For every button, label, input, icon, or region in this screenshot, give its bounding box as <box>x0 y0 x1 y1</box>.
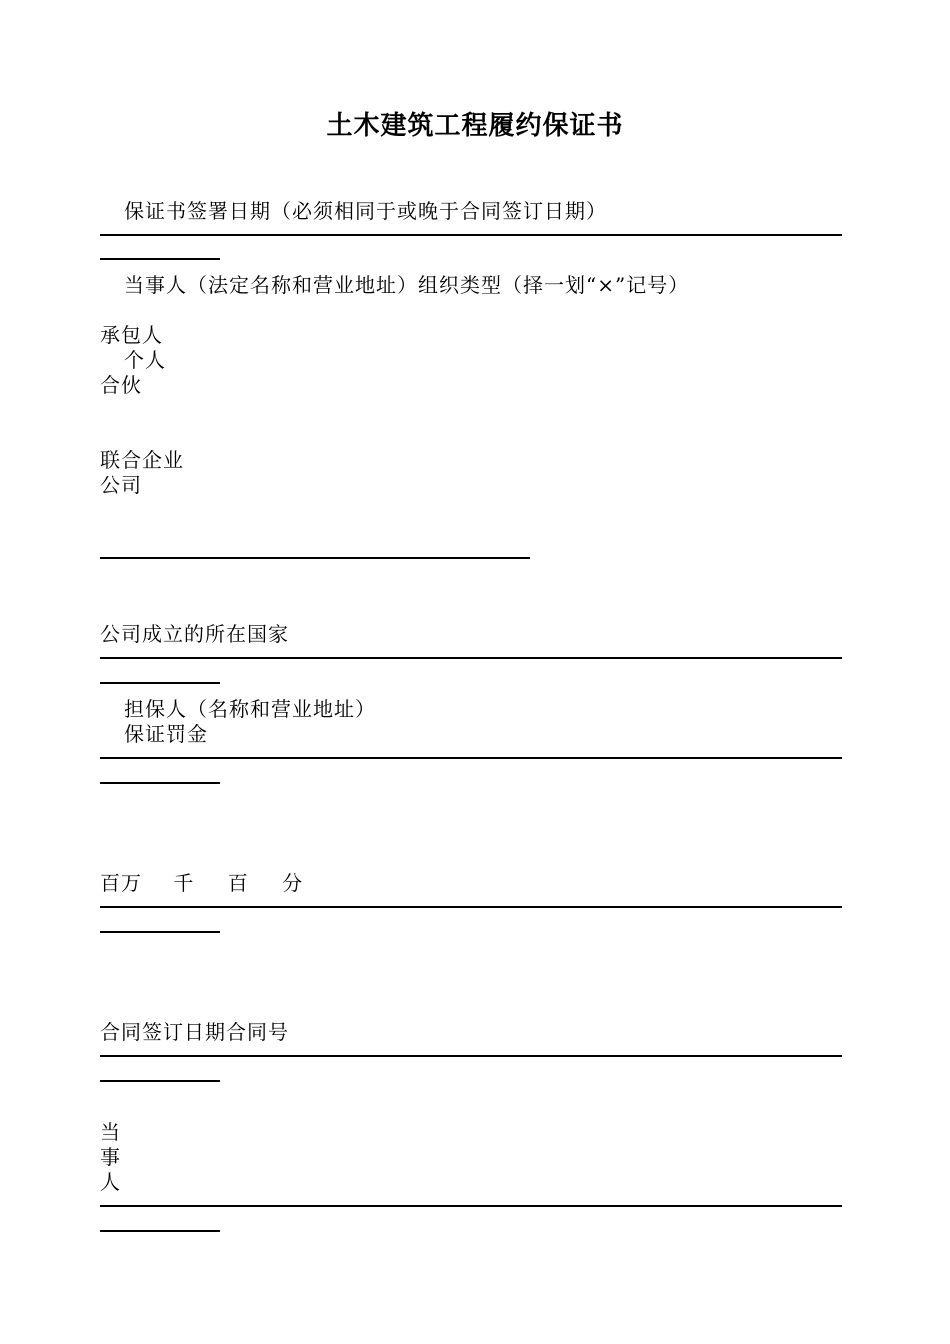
org-type-company: 公司 <box>100 473 142 497</box>
country-line <box>100 657 842 659</box>
amount-unit-hundred: 百 <box>227 871 249 895</box>
org-type-joint-venture: 联合企业 <box>100 448 184 472</box>
contract-label: 合同签订日期合同号 <box>100 1020 289 1044</box>
bond-date-line-short <box>100 258 220 260</box>
bond-date-label: 保证书签署日期（必须相同于或晚于合同签订日期） <box>124 199 607 223</box>
principal-label: 当事人（法定名称和营业地址）组织类型（择一划“×”记号） <box>124 273 690 297</box>
penal-sum-label: 保证罚金 <box>124 722 208 746</box>
country-line-short <box>100 682 220 684</box>
principal-signature-line-short <box>100 1230 220 1232</box>
org-type-individual: 个人 <box>124 348 166 372</box>
amount-units <box>100 871 303 896</box>
bond-date-line <box>100 234 842 236</box>
amount-unit-million: 百万 <box>100 871 142 895</box>
contract-line-short <box>100 1080 220 1082</box>
surety-line <box>100 757 842 759</box>
surety-line-short <box>100 782 220 784</box>
principal-signature-line <box>100 1205 842 1207</box>
country-label: 公司成立的所在国家 <box>100 622 289 646</box>
principal-char: 当 <box>100 1120 120 1144</box>
amount-line-short <box>100 931 220 933</box>
contract-line <box>100 1055 842 1057</box>
amount-unit-cent: 分 <box>282 871 304 895</box>
surety-label: 担保人（名称和营业地址） <box>124 697 376 721</box>
amount-line <box>100 906 842 908</box>
org-type-partnership: 合伙 <box>100 373 142 397</box>
principal-char: 人 <box>100 1170 120 1194</box>
principal-signature-label <box>100 1120 124 1195</box>
amount-unit-thousand: 千 <box>173 871 195 895</box>
org-type-contractor: 承包人 <box>100 323 163 347</box>
org-type-line <box>100 557 530 559</box>
document-title: 土木建筑工程履约保证书 <box>326 111 624 141</box>
principal-char: 事 <box>100 1145 120 1169</box>
